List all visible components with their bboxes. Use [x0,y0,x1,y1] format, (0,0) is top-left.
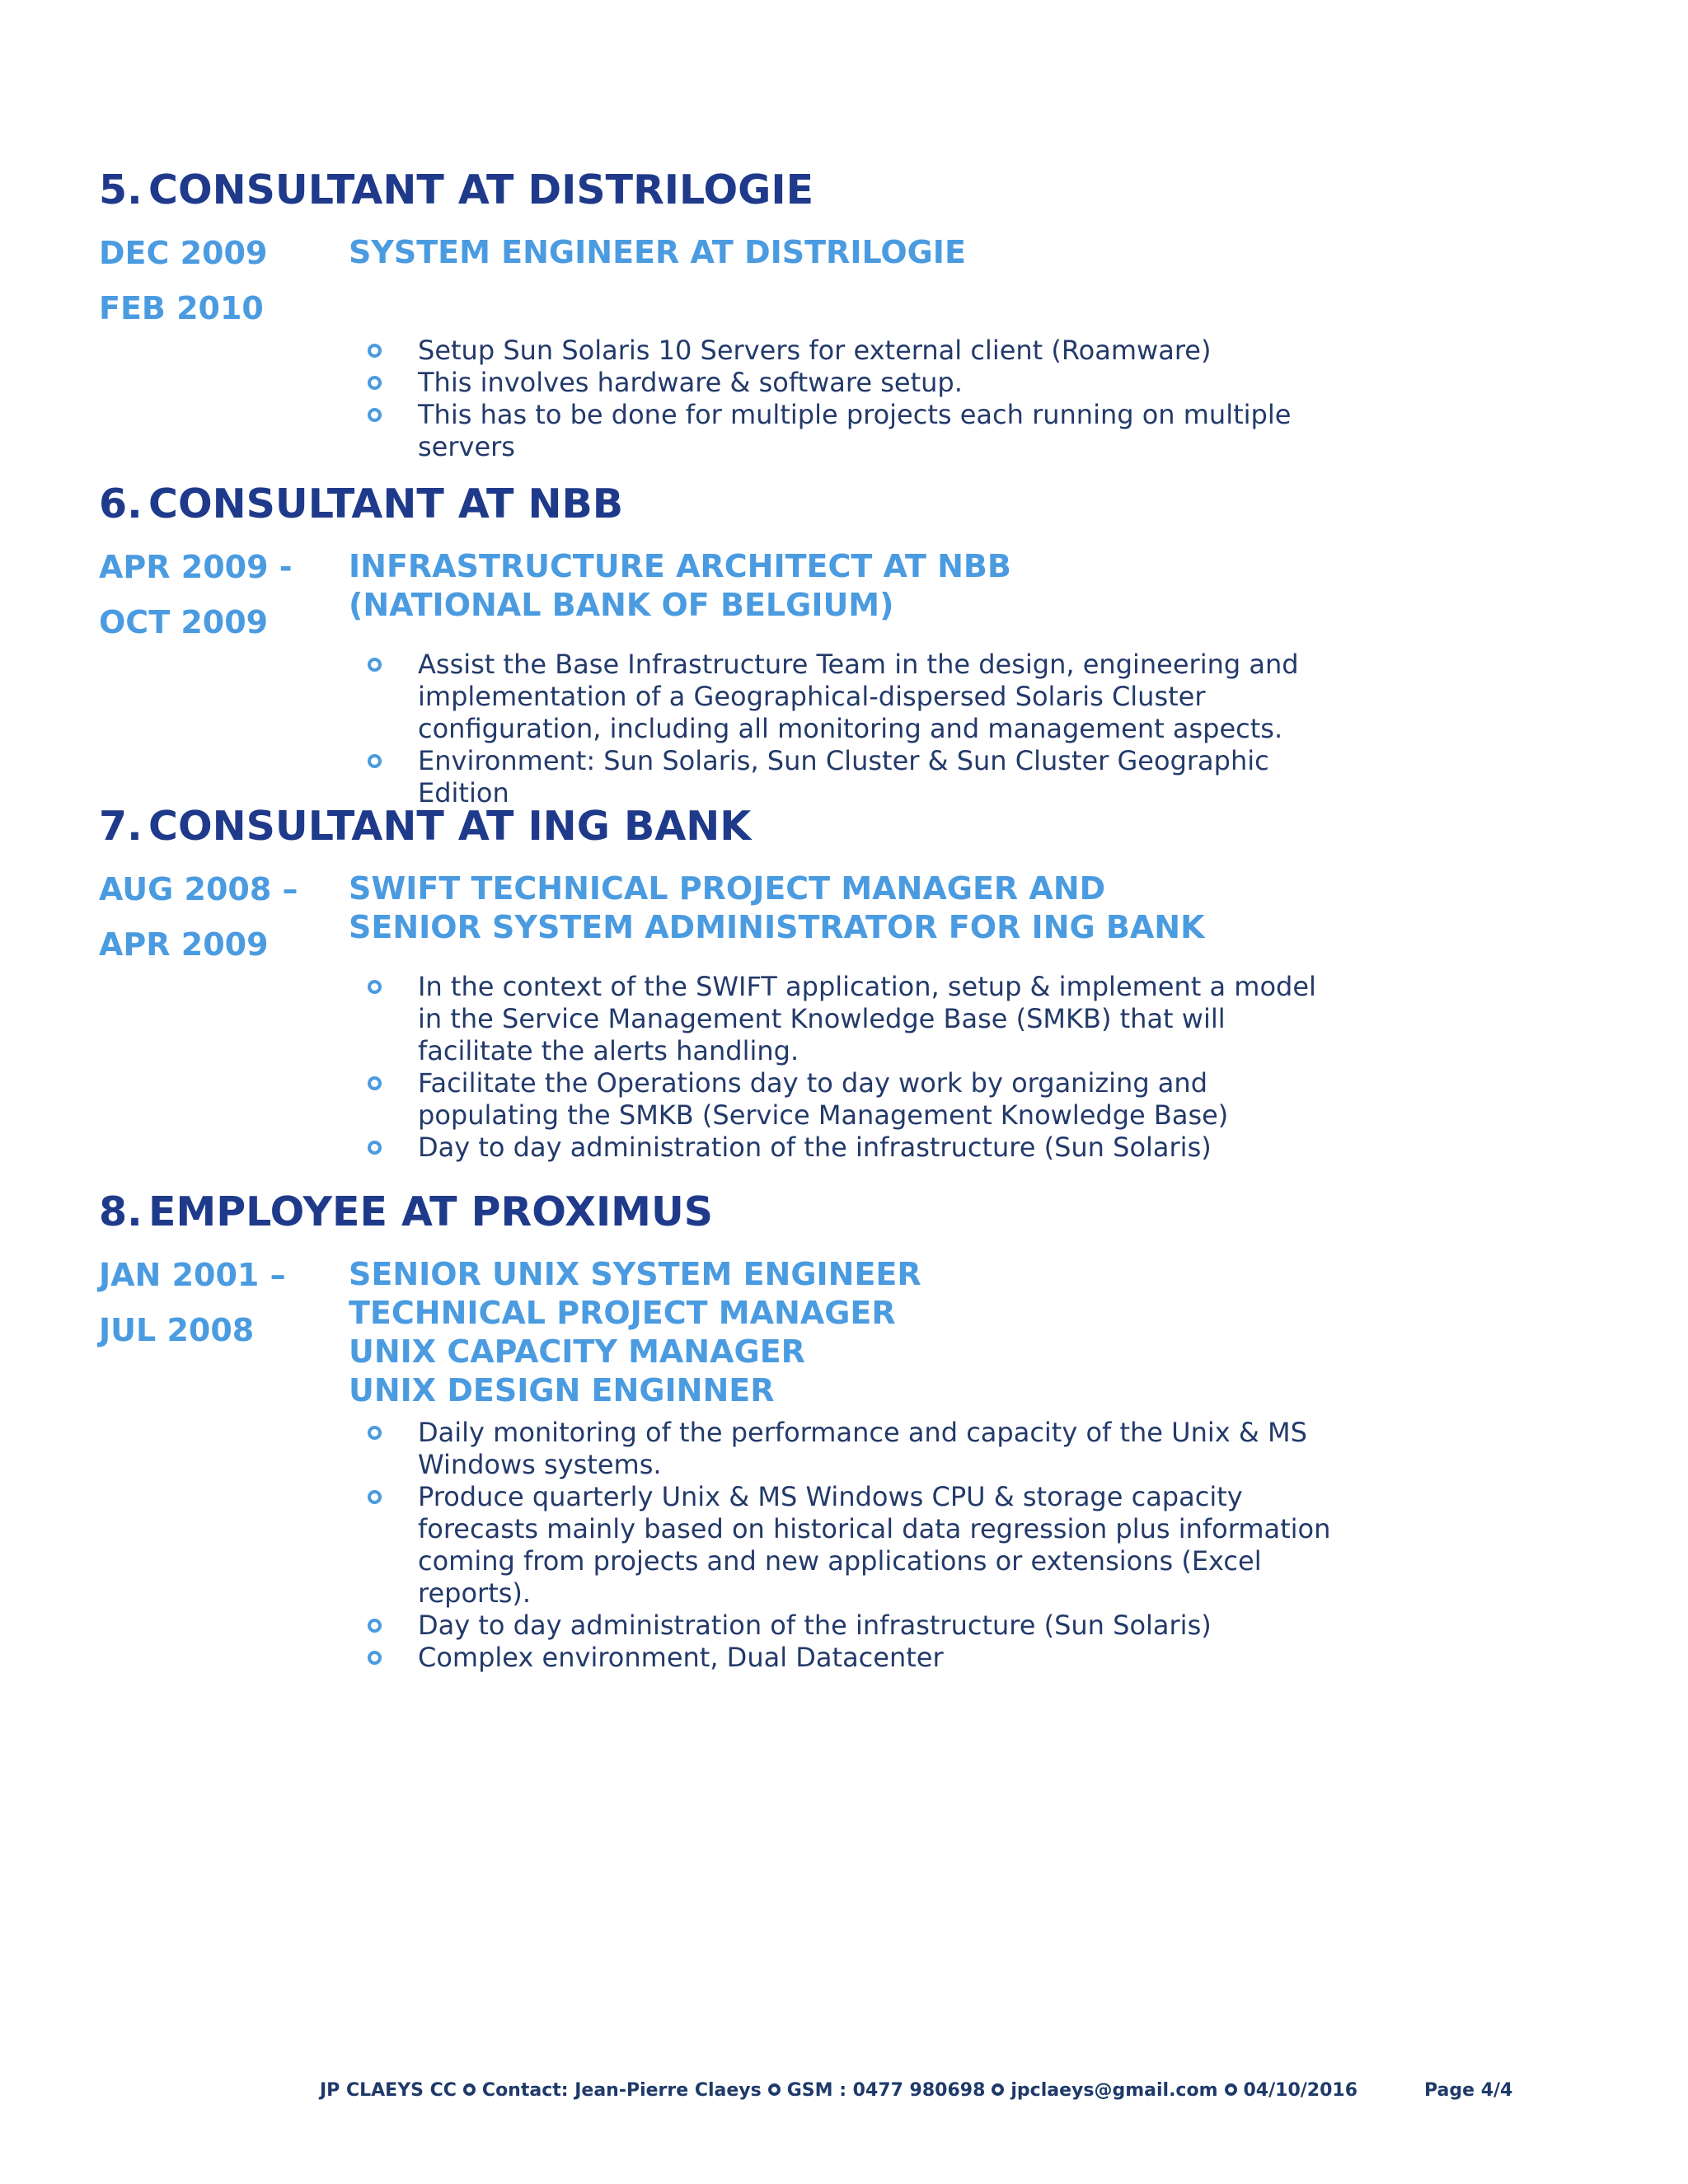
section-number: 5. [99,166,143,213]
date-end: JUL 2008 [99,1312,255,1348]
role-title: SWIFT TECHNICAL PROJECT MANAGER AND [349,870,1106,907]
date-start: DEC 2009 [99,235,268,271]
section-heading: EMPLOYEE AT PROXIMUS [148,1188,714,1235]
job-entry [99,233,1335,463]
date-end: FEB 2010 [99,290,264,326]
job-dates [99,1255,330,1366]
bullet-ring-icon [368,754,382,768]
bullet-list [99,649,1335,809]
bullet-ring-icon [368,1490,382,1504]
section-8 [99,1186,1335,1674]
job-roles [349,547,1335,642]
date-start: AUG 2008 – [99,871,298,907]
page-number: Page 4/4 [1424,2080,1513,2101]
footer-company: JP CLAEYS CC [320,2080,457,2101]
role-title: SENIOR UNIX SYSTEM ENGINEER [349,1256,921,1292]
section-number: 7. [99,803,143,850]
job-entry [99,869,1335,1164]
section-number: 6. [99,480,143,527]
section-heading: CONSULTANT AT NBB [148,480,624,527]
list-item: Produce quarterly Unix & MS Windows CPU & storage capacity forecasts mainly based on historical data regression plus information coming from projects and new applications or extensions (Excel reports). [418,1481,1335,1610]
bullet-ring-icon [368,1426,382,1440]
job-dates [99,869,330,980]
role-title: INFRASTRUCTURE ARCHITECT AT NBB [349,548,1011,584]
bullet-ring-icon [368,1076,382,1090]
footer-email: jpclaeys@gmail.com [1010,2080,1218,2101]
date-start: APR 2009 - [99,549,293,585]
list-item: In the context of the SWIFT application, setup & implement a model in the Service Management Knowledge Base (SMKB) that will facilitate the alerts handling. [418,971,1335,1067]
bullet-ring-icon [368,658,382,672]
bullet-list [99,971,1335,1164]
role-title: (NATIONAL BANK OF BELGIUM) [349,587,894,623]
list-item: Daily monitoring of the performance and capacity of the Unix & MS Windows systems. [418,1417,1335,1481]
bullet-ring-icon [368,1619,382,1633]
job-entry [99,547,1335,809]
role-title: SENIOR SYSTEM ADMINISTRATOR FOR ING BANK [349,909,1205,945]
job-dates [99,547,330,658]
job-roles [349,869,1335,964]
list-item: Assist the Base Infrastructure Team in the design, engineering and implementation of a Geographical-dispersed Solaris Cluster configuration, including all monitoring and management aspects. [418,649,1335,745]
bullet-ring-icon [368,344,382,358]
footer-separator-icon [463,2083,476,2096]
job-dates [99,233,330,344]
bullet-ring-icon [368,376,382,390]
date-end: APR 2009 [99,926,269,963]
job-roles [349,233,1335,328]
bullet-ring-icon [368,1141,382,1155]
section-title [99,800,1335,853]
footer-separator-icon [768,2083,781,2096]
job-entry [99,1255,1335,1674]
section-title [99,164,1335,217]
section-heading: CONSULTANT AT DISTRILOGIE [148,166,814,213]
footer-separator-icon [992,2083,1004,2096]
list-item: Environment: Sun Solaris, Sun Cluster & Sun Cluster Geographic Edition [418,745,1335,809]
bullet-ring-icon [368,408,382,422]
section-title [99,1186,1335,1239]
page-footer [320,2079,1357,2103]
role-title: TECHNICAL PROJECT MANAGER [349,1295,896,1331]
job-roles [349,1255,1335,1410]
list-item: Facilitate the Operations day to day work by organizing and populating the SMKB (Service Management Knowledge Base) [418,1067,1335,1132]
bullet-ring-icon [368,980,382,994]
bullet-list [99,1417,1335,1674]
footer-date: 04/10/2016 [1243,2080,1358,2101]
date-start: JAN 2001 – [99,1257,286,1293]
role-title: UNIX DESIGN ENGINNER [349,1372,775,1408]
list-item: Complex environment, Dual Datacenter [418,1642,1335,1674]
footer-gsm: GSM : 0477 980698 [786,2080,986,2101]
list-item: This involves hardware & software setup. [418,367,1335,399]
list-item: This has to be done for multiple projects each running on multiple servers [418,399,1335,463]
section-6 [99,478,1335,809]
list-item: Setup Sun Solaris 10 Servers for external client (Roamware) [418,335,1335,367]
section-7 [99,800,1335,1164]
role-title: UNIX CAPACITY MANAGER [349,1333,805,1370]
date-end: OCT 2009 [99,604,269,640]
section-5 [99,164,1335,463]
footer-contact: Contact: Jean-Pierre Claeys [481,2080,762,2101]
role-title: SYSTEM ENGINEER AT DISTRILOGIE [349,234,966,270]
bullet-ring-icon [368,1651,382,1665]
list-item: Day to day administration of the infrastructure (Sun Solaris) [418,1610,1335,1642]
section-title [99,478,1335,531]
footer-separator-icon [1225,2083,1237,2096]
section-heading: CONSULTANT AT ING BANK [148,803,752,850]
bullet-list [99,335,1335,463]
section-number: 8. [99,1188,143,1235]
list-item: Day to day administration of the infrastructure (Sun Solaris) [418,1132,1335,1164]
